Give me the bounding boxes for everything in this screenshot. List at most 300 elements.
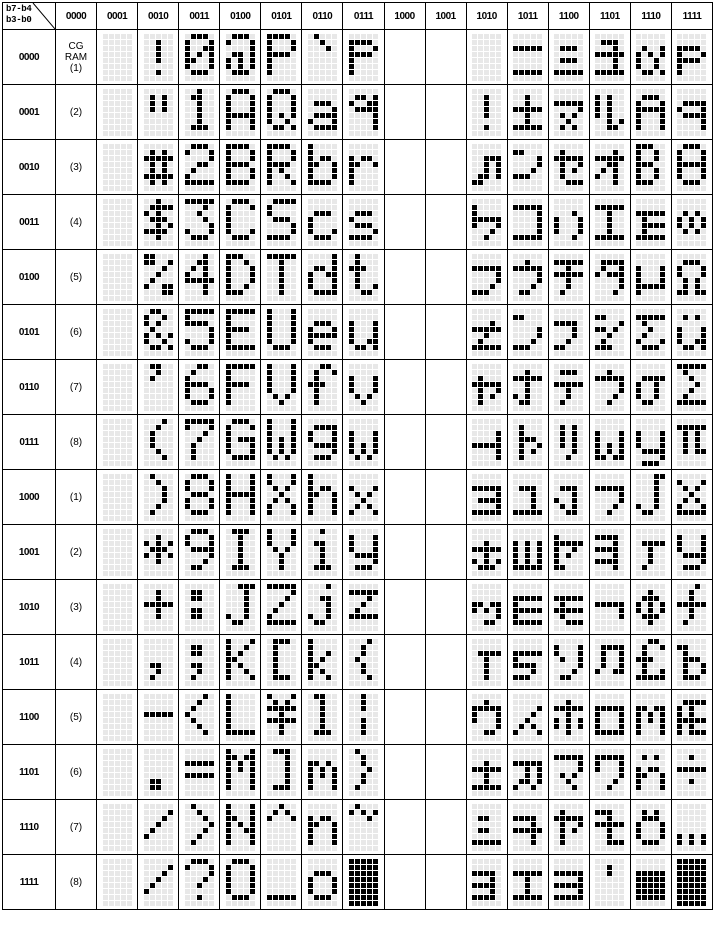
dot — [607, 125, 612, 130]
dot — [209, 339, 214, 344]
dot — [361, 70, 366, 75]
glyph-bitmap — [97, 415, 137, 469]
dot — [648, 58, 653, 63]
dot — [127, 406, 132, 411]
dot — [513, 150, 518, 155]
dot — [683, 345, 688, 350]
dot — [654, 419, 659, 424]
dot — [250, 205, 255, 210]
dot — [232, 339, 237, 344]
dot — [560, 498, 565, 503]
dot — [490, 516, 495, 521]
dot — [209, 492, 214, 497]
dot — [115, 205, 120, 210]
dot — [677, 46, 682, 51]
dot-matrix-5x8 — [185, 419, 214, 466]
dot — [525, 40, 530, 45]
dot — [490, 266, 495, 271]
dot — [162, 510, 167, 515]
dot — [701, 376, 706, 381]
dot — [496, 95, 501, 100]
glyph-cell-1101-0111 — [589, 415, 630, 470]
dot — [267, 498, 272, 503]
glyph-bitmap — [549, 415, 589, 469]
dot — [156, 406, 161, 411]
dot — [191, 113, 196, 118]
dot — [701, 217, 706, 222]
dot — [185, 278, 190, 283]
dot — [291, 266, 296, 271]
dot — [490, 95, 495, 100]
dot — [127, 58, 132, 63]
dot-matrix-5x8 — [185, 144, 214, 191]
dot — [185, 34, 190, 39]
dot-matrix-5x8 — [185, 254, 214, 301]
dot — [572, 278, 577, 283]
dot — [291, 284, 296, 289]
dot — [203, 34, 208, 39]
dot — [677, 425, 682, 430]
dot — [144, 278, 149, 283]
dot — [531, 125, 536, 130]
dot — [472, 510, 477, 515]
dot — [127, 498, 132, 503]
dot — [320, 437, 325, 442]
dot — [244, 223, 249, 228]
dot — [572, 486, 577, 491]
dot — [654, 64, 659, 69]
dot — [654, 382, 659, 387]
dot — [285, 217, 290, 222]
dot — [361, 223, 366, 228]
dot — [355, 272, 360, 277]
dot — [677, 382, 682, 387]
dot — [185, 107, 190, 112]
dot — [513, 498, 518, 503]
dot — [361, 474, 366, 479]
dot — [103, 254, 108, 259]
dot — [349, 58, 354, 63]
dot — [472, 461, 477, 466]
dot — [267, 437, 272, 442]
dot — [519, 64, 524, 69]
dot — [601, 284, 606, 289]
dot — [156, 449, 161, 454]
dot — [654, 254, 659, 259]
dot — [168, 101, 173, 106]
dot — [613, 443, 618, 448]
dot — [525, 486, 530, 491]
dot — [566, 89, 571, 94]
dot — [185, 376, 190, 381]
dot — [314, 388, 319, 393]
dot — [127, 131, 132, 136]
dot — [695, 107, 700, 112]
dot — [349, 64, 354, 69]
dot — [478, 70, 483, 75]
dot — [162, 419, 167, 424]
dot — [695, 205, 700, 210]
dot — [127, 474, 132, 479]
dot — [695, 284, 700, 289]
dot — [531, 229, 536, 234]
dot — [103, 70, 108, 75]
dot — [232, 180, 237, 185]
dot — [607, 339, 612, 344]
dot — [332, 217, 337, 222]
dot — [291, 254, 296, 259]
table-row — [3, 30, 713, 85]
dot — [613, 95, 618, 100]
dot — [326, 205, 331, 210]
dot — [349, 406, 354, 411]
dot — [642, 327, 647, 332]
glyph-cell-0110-0001 — [302, 85, 343, 140]
dot — [566, 351, 571, 356]
dot — [660, 437, 665, 442]
dot-matrix-5x8 — [185, 199, 214, 246]
dot — [607, 58, 612, 63]
dot — [660, 266, 665, 271]
dot — [209, 205, 214, 210]
glyph-bitmap — [467, 30, 507, 84]
dot — [513, 229, 518, 234]
dot — [578, 364, 583, 369]
dot — [689, 156, 694, 161]
dot — [519, 486, 524, 491]
dot — [168, 437, 173, 442]
dot — [496, 339, 501, 344]
dot — [291, 95, 296, 100]
dot — [244, 443, 249, 448]
dot — [601, 211, 606, 216]
dot — [121, 144, 126, 149]
dot — [525, 199, 530, 204]
dot — [320, 144, 325, 149]
dot — [578, 113, 583, 118]
dot — [619, 419, 624, 424]
dot — [314, 40, 319, 45]
dot — [613, 376, 618, 381]
dot — [484, 480, 489, 485]
dot — [238, 174, 243, 179]
dot — [332, 309, 337, 314]
dot — [607, 205, 612, 210]
glyph-cell-0001-0111 — [97, 415, 138, 470]
dot — [601, 333, 606, 338]
dot — [578, 119, 583, 124]
dot — [156, 486, 161, 491]
dot — [677, 400, 682, 405]
dot — [326, 89, 331, 94]
dot — [191, 272, 196, 277]
dot — [595, 101, 600, 106]
dot — [197, 480, 202, 485]
dot — [144, 217, 149, 222]
dot — [537, 235, 542, 240]
dot — [320, 419, 325, 424]
dot — [320, 296, 325, 301]
dot — [595, 229, 600, 234]
dot — [572, 406, 577, 411]
dot — [127, 150, 132, 155]
dot — [279, 174, 284, 179]
dot — [197, 376, 202, 381]
dot — [185, 504, 190, 509]
dot — [109, 235, 114, 240]
dot — [162, 351, 167, 356]
dot — [642, 89, 647, 94]
dot — [203, 107, 208, 112]
dot — [689, 64, 694, 69]
dot — [361, 89, 366, 94]
glyph-cell-0110-0010 — [302, 140, 343, 195]
glyph-bitmap — [343, 470, 383, 524]
dot — [607, 492, 612, 497]
dot — [326, 40, 331, 45]
dot — [209, 394, 214, 399]
dot — [648, 144, 653, 149]
dot — [689, 58, 694, 63]
dot — [332, 89, 337, 94]
dot — [472, 498, 477, 503]
dot — [519, 278, 524, 283]
dot — [496, 266, 501, 271]
dot — [513, 345, 518, 350]
glyph-bitmap — [138, 85, 178, 139]
dot — [560, 474, 565, 479]
dot — [226, 431, 231, 436]
dot — [232, 351, 237, 356]
dot — [537, 510, 542, 515]
dot — [320, 235, 325, 240]
dot — [654, 406, 659, 411]
dot — [613, 174, 618, 179]
dot — [127, 260, 132, 265]
dot — [250, 455, 255, 460]
dot — [209, 52, 214, 57]
dot — [279, 235, 284, 240]
dot — [226, 309, 231, 314]
dot — [537, 345, 542, 350]
dot — [226, 58, 231, 63]
dot — [232, 400, 237, 405]
dot — [326, 180, 331, 185]
dot — [537, 70, 542, 75]
dot — [607, 107, 612, 112]
dot — [654, 113, 659, 118]
dot — [578, 504, 583, 509]
dot — [373, 89, 378, 94]
dot — [595, 272, 600, 277]
dot — [238, 235, 243, 240]
dot — [566, 370, 571, 375]
dot — [349, 205, 354, 210]
dot — [613, 119, 618, 124]
dot — [314, 309, 319, 314]
dot — [150, 443, 155, 448]
dot — [103, 492, 108, 497]
dot — [279, 370, 284, 375]
dot-matrix-5x8 — [144, 474, 173, 521]
dot — [115, 266, 120, 271]
dot — [332, 431, 337, 436]
dot — [103, 345, 108, 350]
dot — [525, 168, 530, 173]
dot — [121, 101, 126, 106]
dot — [279, 217, 284, 222]
dot — [314, 150, 319, 155]
dot — [531, 406, 536, 411]
dot — [660, 327, 665, 332]
dot — [326, 516, 331, 521]
dot — [683, 95, 688, 100]
dot — [613, 70, 618, 75]
dot — [156, 327, 161, 332]
dot — [244, 278, 249, 283]
dot — [238, 144, 243, 149]
dot — [168, 474, 173, 479]
dot — [519, 388, 524, 393]
dot — [355, 174, 360, 179]
dot — [689, 89, 694, 94]
dot — [168, 272, 173, 277]
dot — [162, 162, 167, 167]
dot — [496, 58, 501, 63]
dot — [361, 241, 366, 246]
dot — [619, 241, 624, 246]
dot — [578, 455, 583, 460]
dot — [185, 89, 190, 94]
dot — [367, 180, 372, 185]
dot — [332, 211, 337, 216]
row-header-0100: 0100 — [3, 250, 56, 305]
dot — [525, 144, 530, 149]
dot — [209, 180, 214, 185]
dot — [373, 34, 378, 39]
dot — [642, 113, 647, 118]
dot — [244, 516, 249, 521]
dot — [701, 290, 706, 295]
glyph-bitmap — [590, 30, 630, 84]
dot — [636, 125, 641, 130]
dot — [285, 272, 290, 277]
dot — [660, 162, 665, 167]
dot — [156, 394, 161, 399]
dot — [677, 235, 682, 240]
dot — [285, 34, 290, 39]
dot — [601, 327, 606, 332]
dot — [291, 131, 296, 136]
glyph-bitmap — [261, 140, 301, 194]
dot-matrix-5x8 — [677, 34, 706, 81]
dot — [349, 260, 354, 265]
dot — [572, 156, 577, 161]
dot — [519, 394, 524, 399]
dot — [250, 516, 255, 521]
dot — [701, 315, 706, 320]
glyph-bitmap — [138, 415, 178, 469]
dot — [203, 125, 208, 130]
dot — [525, 278, 530, 283]
dot — [513, 235, 518, 240]
dot — [478, 186, 483, 191]
dot — [654, 461, 659, 466]
dot — [162, 70, 167, 75]
dot — [185, 150, 190, 155]
dot — [554, 272, 559, 277]
dot — [660, 278, 665, 283]
dot — [197, 498, 202, 503]
dot — [349, 107, 354, 112]
dot — [642, 46, 647, 51]
dot — [537, 174, 542, 179]
dot — [244, 474, 249, 479]
dot — [595, 76, 600, 81]
dot — [291, 52, 296, 57]
glyph-cell-1011-0011 — [507, 195, 548, 250]
dot — [601, 480, 606, 485]
dot — [150, 34, 155, 39]
dot — [267, 315, 272, 320]
dot — [607, 327, 612, 332]
dot — [226, 70, 231, 75]
dot — [619, 205, 624, 210]
dot-matrix-5x8 — [144, 34, 173, 81]
dot — [156, 40, 161, 45]
dot — [683, 425, 688, 430]
dot — [168, 168, 173, 173]
dot — [185, 516, 190, 521]
dot — [572, 235, 577, 240]
dot — [238, 290, 243, 295]
dot — [554, 113, 559, 118]
dot — [367, 223, 372, 228]
dot — [478, 64, 483, 69]
dot — [162, 388, 167, 393]
dot — [314, 229, 319, 234]
dot — [484, 156, 489, 161]
dot — [197, 290, 202, 295]
dot — [103, 119, 108, 124]
dot — [285, 504, 290, 509]
dot — [361, 406, 366, 411]
dot — [560, 168, 565, 173]
dot — [683, 107, 688, 112]
glyph-bitmap — [220, 415, 260, 469]
dot — [683, 351, 688, 356]
dot — [373, 46, 378, 51]
dot — [578, 174, 583, 179]
table-row — [3, 305, 713, 360]
dot — [619, 345, 624, 350]
dot — [636, 186, 641, 191]
dot — [109, 254, 114, 259]
dot — [209, 278, 214, 283]
dot — [361, 76, 366, 81]
dot — [496, 498, 501, 503]
dot — [537, 229, 542, 234]
dot — [607, 388, 612, 393]
dot — [279, 364, 284, 369]
dot — [361, 321, 366, 326]
dot — [197, 199, 202, 204]
dot — [490, 260, 495, 265]
dot — [291, 205, 296, 210]
dot — [642, 284, 647, 289]
dot — [115, 211, 120, 216]
dot — [162, 76, 167, 81]
